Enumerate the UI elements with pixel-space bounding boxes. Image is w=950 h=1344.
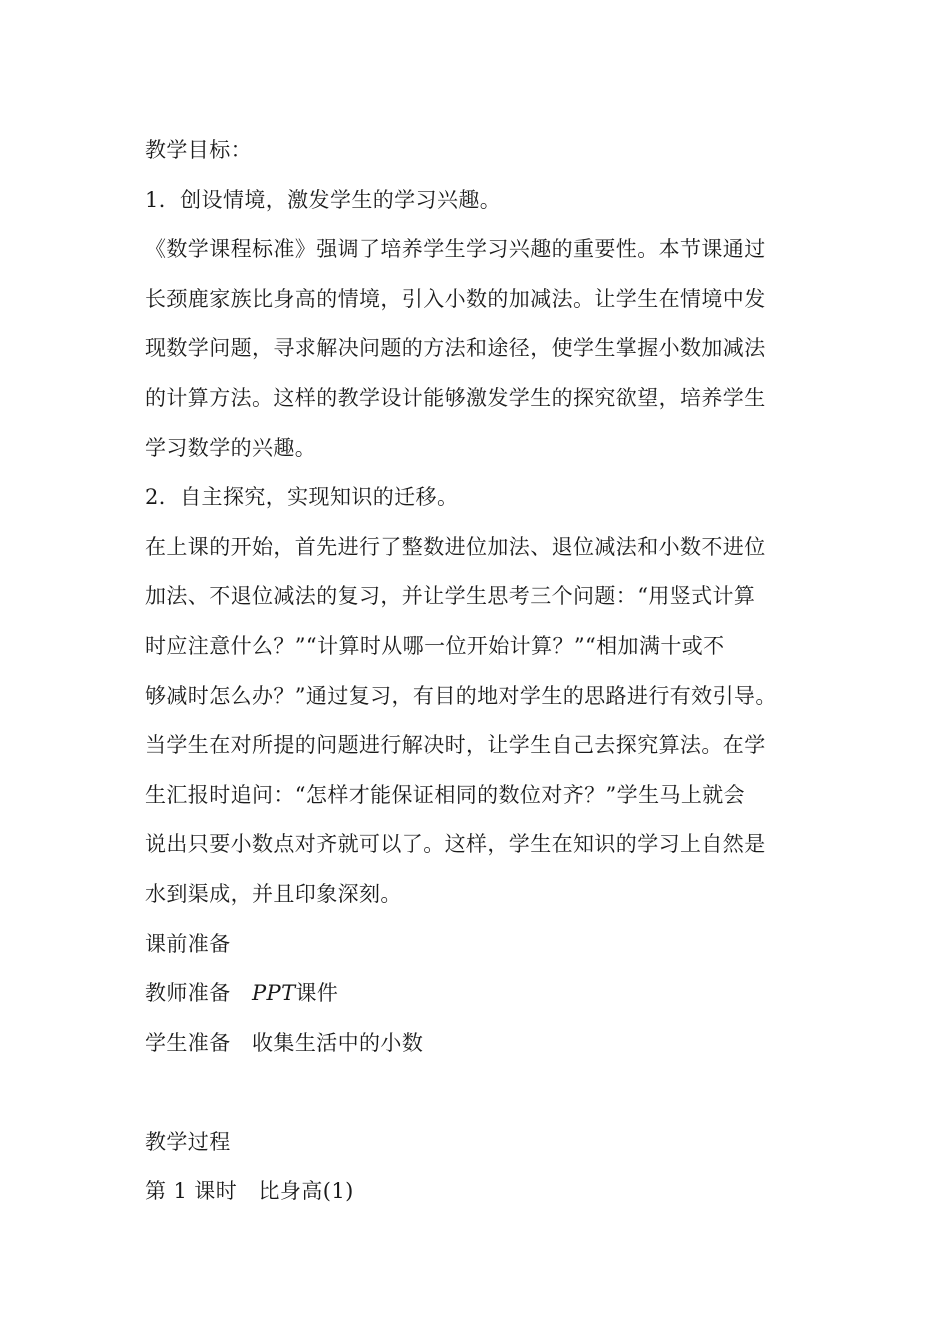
lesson-title: 比身高(1): [258, 1179, 354, 1204]
goal-2-paragraph-line: 在上课的开始，首先进行了整数进位加法、退位减法和小数不进位: [145, 534, 766, 559]
goal-2-paragraph-line: 水到渠成，并且印象深刻。: [145, 881, 402, 906]
heading-preparation: 课前准备: [145, 931, 231, 956]
document-body: [145, 126, 825, 1217]
heading-teaching-process: 教学过程: [145, 1129, 231, 1154]
goal-1-title: 1．创设情境，激发学生的学习兴趣。: [145, 187, 502, 212]
goal-1-paragraph-line: 的计算方法。这样的教学设计能够激发学生的探究欲望，培养学生: [145, 385, 766, 410]
goal-2-paragraph-line: 加法、不退位减法的复习，并让学生思考三个问题：“用竖式计算: [145, 584, 756, 609]
teacher-preparation-row: [145, 969, 825, 1019]
goal-1-paragraph-line: 《数学课程标准》强调了培养学生学习兴趣的重要性。本节课通过: [145, 237, 766, 262]
teacher-preparation-value: 课件: [295, 981, 339, 1006]
goal-2-paragraph-line: 当学生在对所提的问题进行解决时，让学生自己去探究算法。在学: [145, 733, 766, 758]
student-preparation-value: 收集生活中的小数: [252, 1030, 424, 1055]
student-preparation-label: 学生准备: [145, 1030, 231, 1055]
teacher-preparation-label: 教师准备: [145, 981, 231, 1006]
student-preparation-row: [145, 1019, 825, 1069]
heading-teaching-goals: 教学目标：: [145, 138, 252, 162]
goal-2-title: 2．自主探究，实现知识的迁移。: [145, 485, 459, 510]
goal-2-paragraph-line: 时应注意什么？”“计算时从哪一位开始计算？”“相加满十或不: [145, 633, 725, 658]
goal-2-paragraph-line: 够减时怎么办？”通过复习，有目的地对学生的思路进行有效引导。: [145, 683, 777, 708]
blank-line: [145, 1068, 825, 1118]
goal-1-paragraph-line: 学习数学的兴趣。: [145, 435, 317, 460]
lesson-row: [145, 1167, 825, 1217]
goal-2-paragraph-line: 生汇报时追问：“怎样才能保证相同的数位对齐？”学生马上就会: [145, 782, 746, 807]
goal-1-paragraph-line: 现数学问题，寻求解决问题的方法和途径，使学生掌握小数加减法: [145, 336, 766, 361]
lesson-label: 第 1 课时: [145, 1179, 238, 1204]
goal-2-paragraph-line: 说出只要小数点对齐就可以了。这样，学生在知识的学习上自然是: [145, 832, 766, 857]
teacher-preparation-ppt: PPT: [252, 981, 296, 1006]
goal-1-paragraph-line: 长颈鹿家族比身高的情境，引入小数的加减法。让学生在情境中发: [145, 286, 766, 311]
